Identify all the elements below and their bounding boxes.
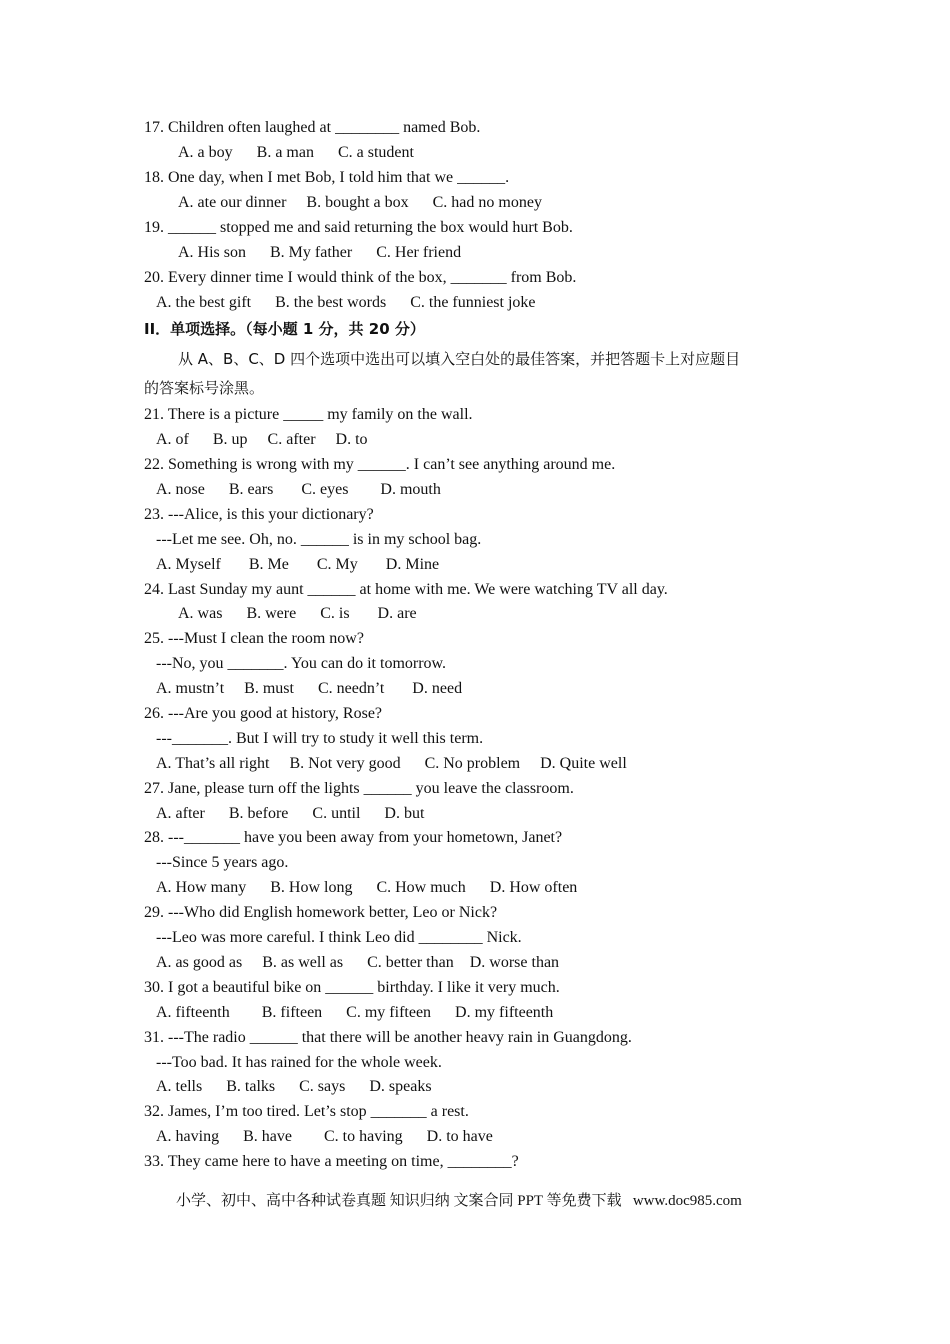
question-20-stem: 20. Every dinner time I would think of the box, _______ from Bob. (144, 269, 577, 286)
question-26-options: A. That’s all right B. Not very good C. No problem D. Quite well (156, 755, 627, 772)
question-31-stem: 31. ---The radio ______ that there will be another heavy rain in Guangdong. (144, 1029, 632, 1046)
question-19-options: A. His son B. My father C. Her friend (178, 244, 462, 261)
question-23-options: A. Myself B. Me C. My D. Mine (156, 556, 440, 573)
question-27-options: A. after B. before C. until D. but (156, 805, 425, 822)
question-27-stem: 27. Jane, please turn off the lights ______ you leave the classroom. (144, 780, 574, 797)
page-footer: 小学、初中、高中各种试卷真题 知识归纳 文案合同 PPT 等免费下载 www.doc985.com (176, 1193, 742, 1209)
question-30-options: A. fifteenth B. fifteen C. my fifteen D. my fifteenth (156, 1004, 554, 1021)
section-instruction-line1: 从 A、B、C、D 四个选项中选出可以填入空白处的最佳答案，并把答题卡上对应题目 (178, 350, 741, 368)
question-30-stem: 30. I got a beautiful bike on ______ birthday. I like it very much. (144, 979, 560, 996)
question-20-options: A. the best gift B. the best words C. the funniest joke (156, 294, 536, 311)
question-18-options: A. ate our dinner B. bought a box C. had no money (178, 194, 542, 211)
question-25-dialogue: ---No, you _______. You can do it tomorrow. (156, 655, 447, 672)
question-18-stem: 18. One day, when I met Bob, I told him that we ______. (144, 169, 510, 186)
question-29-options: A. as good as B. as well as C. better than D. worse than (156, 954, 560, 971)
question-26-dialogue: ---_______. But I will try to study it well this term. (156, 730, 484, 747)
question-25-stem: 25. ---Must I clean the room now? (144, 630, 364, 647)
question-25-options: A. mustn’t B. must C. needn’t D. need (156, 680, 463, 697)
question-19-stem: 19. ______ stopped me and said returning the box would hurt Bob. (144, 219, 573, 236)
question-31-options: A. tells B. talks C. says D. speaks (156, 1078, 432, 1095)
section-instruction-line2: 的答案标号涂黑。 (144, 379, 265, 397)
question-21-stem: 21. There is a picture _____ my family on the wall. (144, 406, 473, 423)
question-23-stem: 23. ---Alice, is this your dictionary? (144, 506, 374, 523)
question-24-options: A. was B. were C. is D. are (178, 605, 417, 622)
section-heading: II．单项选择。（每小题 1 分，共 20 分） (144, 320, 425, 338)
question-28-dialogue: ---Since 5 years ago. (156, 854, 289, 871)
question-32-stem: 32. James, I’m too tired. Let’s stop _______ a rest. (144, 1103, 469, 1120)
question-29-dialogue: ---Leo was more careful. I think Leo did ________ Nick. (156, 929, 522, 946)
question-17-stem: 17. Children often laughed at ________ named Bob. (144, 119, 481, 136)
question-28-options: A. How many B. How long C. How much D. How often (156, 879, 578, 896)
question-29-stem: 29. ---Who did English homework better, Leo or Nick? (144, 904, 498, 921)
question-33-stem: 33. They came here to have a meeting on time, ________? (144, 1153, 519, 1170)
question-28-stem: 28. ---_______ have you been away from your hometown, Janet? (144, 829, 563, 846)
question-23-dialogue: ---Let me see. Oh, no. ______ is in my school bag. (156, 531, 482, 548)
question-31-dialogue: ---Too bad. It has rained for the whole week. (156, 1054, 442, 1071)
question-24-stem: 24. Last Sunday my aunt ______ at home with me. We were watching TV all day. (144, 581, 668, 598)
question-21-options: A. of B. up C. after D. to (156, 431, 368, 448)
question-26-stem: 26. ---Are you good at history, Rose? (144, 705, 383, 722)
question-32-options: A. having B. have C. to having D. to have (156, 1128, 493, 1145)
question-22-options: A. nose B. ears C. eyes D. mouth (156, 481, 441, 498)
question-22-stem: 22. Something is wrong with my ______. I can’t see anything around me. (144, 456, 616, 473)
question-17-options: A. a boy B. a man C. a student (178, 144, 414, 161)
